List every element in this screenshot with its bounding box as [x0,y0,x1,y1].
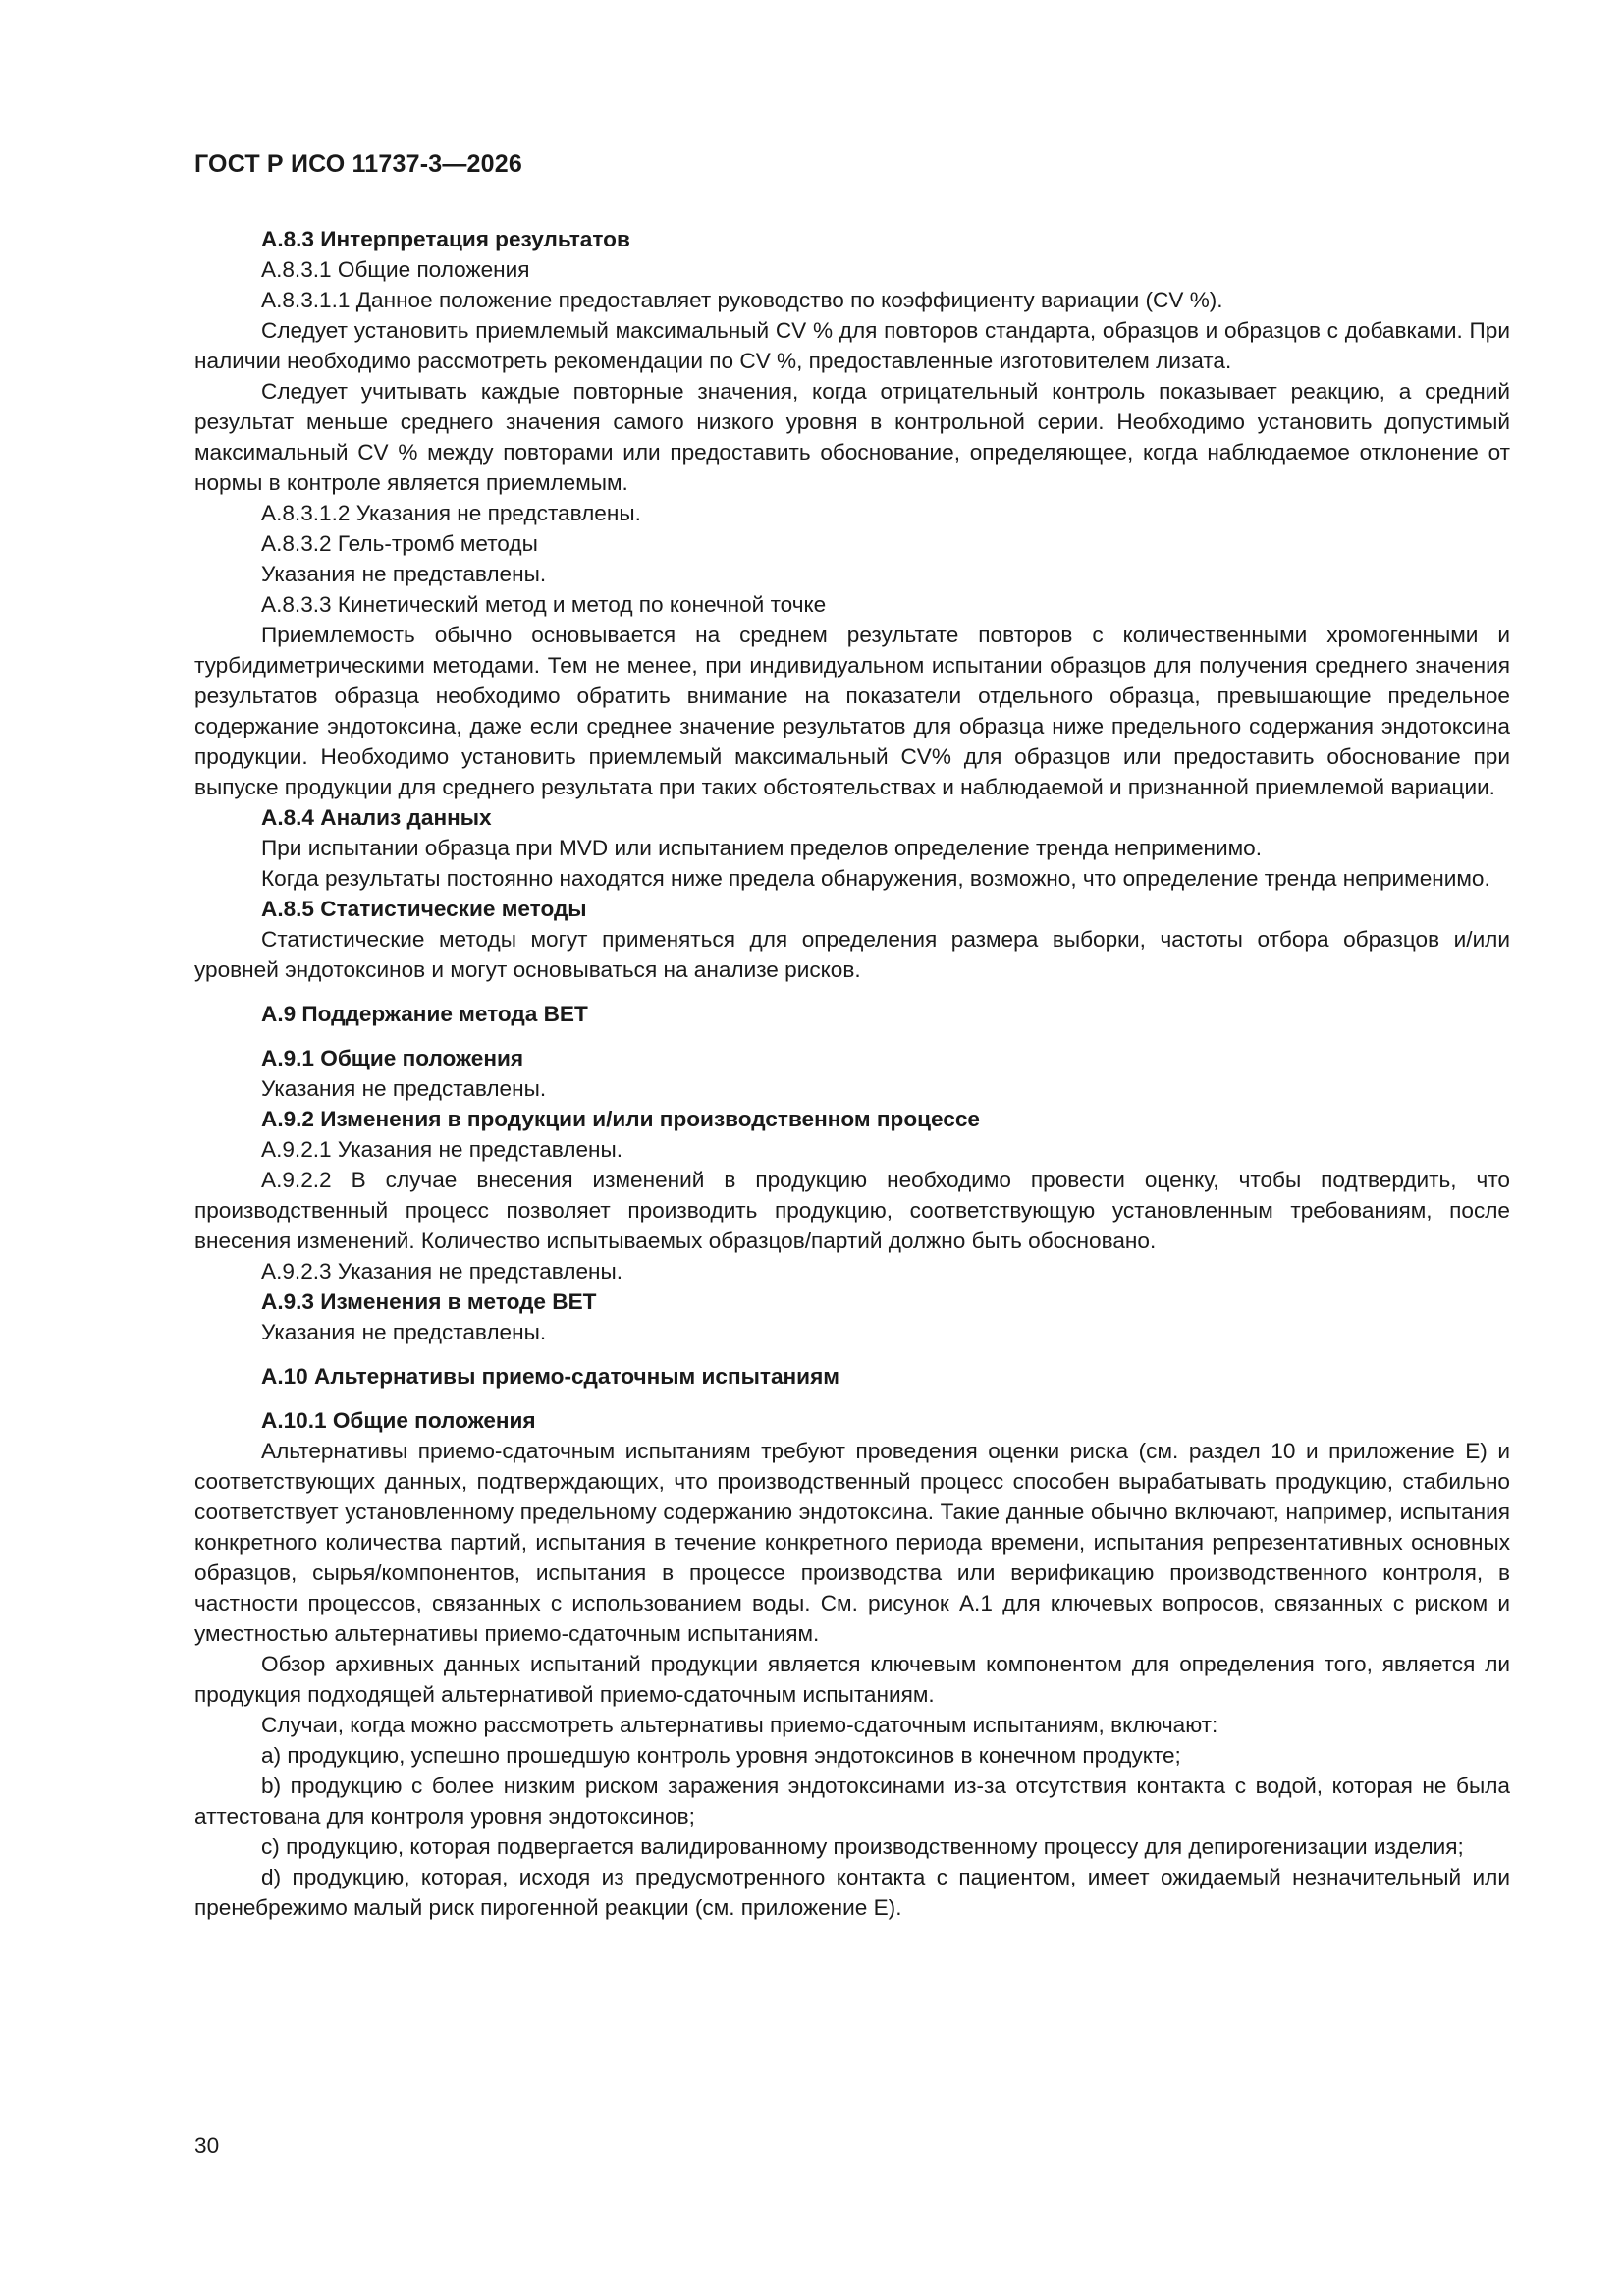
paragraph: А.8.3.1.2 Указания не представлены. [261,501,641,525]
paragraph: Приемлемость обычно основывается на среднем результате повторов с количественными хромогенными и турбидиметрическими методами. Тем не менее, при индивидуальном испытании образцов для получения среднего значения результатов образца необходимо обратить внимание на показатели отдельного образца, превышающие предельное содержание эндотоксина, даже если среднее значение результатов для образца ниже предельного содержания эндотоксина продукции. Необходимо установить приемлемый максимальный CV% для образцов или предоставить обоснование при выпуске продукции для среднего результата при таких обстоятельствах и наблюдаемой и признанной приемлемой вариации. [194,623,1510,799]
paragraph: А.8.3.1 Общие положения [261,257,530,282]
paragraph: Указания не представлены. [261,562,547,586]
paragraph: При испытании образца при MVD или испытанием пределов определение тренда неприменимо. [261,836,1262,860]
paragraph: b) продукцию с более низким риском заражения эндотоксинами из-за отсутствия контакта с водой, которая не была аттестована для контроля уровня эндотоксинов; [194,1774,1510,1829]
section-heading: А.9.1 Общие положения [261,1046,524,1070]
paragraph: c) продукцию, которая подвергается валидированному производственному процессу для депирогенизации изделия; [261,1834,1464,1859]
section-heading: А.8.4 Анализ данных [261,805,492,830]
paragraph: А.9.2.3 Указания не представлены. [261,1259,622,1284]
page-number: 30 [194,2133,220,2158]
paragraph: a) продукцию, успешно прошедшую контроль уровня эндотоксинов в конечном продукте; [261,1743,1181,1768]
paragraph: d) продукцию, которая, исходя из предусмотренного контакта с пациентом, имеет ожидаемый незначительный или пренебрежимо малый риск пирогенной реакции (см. приложение Е). [194,1865,1510,1920]
paragraph: Обзор архивных данных испытаний продукции является ключевым компонентом для определения того, является ли продукция подходящей альтернативой приемо-сдаточным испытаниям. [194,1652,1510,1707]
paragraph: Случаи, когда можно рассмотреть альтернативы приемо-сдаточным испытаниям, включают: [261,1713,1218,1737]
section-heading: А.8.3 Интерпретация результатов [261,227,630,251]
section-heading: А.10.1 Общие положения [261,1408,536,1433]
paragraph: Когда результаты постоянно находятся ниже предела обнаружения, возможно, что определение тренда неприменимо. [261,866,1490,891]
section-heading: А.10 Альтернативы приемо-сдаточным испытаниям [261,1364,839,1389]
paragraph: Альтернативы приемо-сдаточным испытаниям требуют проведения оценки риска (см. раздел 10 и приложение Е) и соответствующих данных, подтверждающих, что производственный процесс способен вырабатывать продукцию, стабильно соответствует установленному предельному содержанию эндотоксина. Такие данные обычно включают, например, испытания конкретного количества партий, испытания в течение конкретного периода времени, испытания репрезентативных основных образцов, сырья/компонентов, испытания в процессе производства или верификацию производственного контроля, в частности процессов, связанных с использованием воды. См. рисунок А.1 для ключевых вопросов, связанных с риском и уместностью альтернативы приемо-сдаточным испытаниям. [194,1439,1510,1646]
paragraph: А.8.3.3 Кинетический метод и метод по конечной точке [261,592,827,617]
paragraph: Указания не представлены. [261,1320,547,1344]
paragraph: Следует установить приемлемый максимальный CV % для повторов стандарта, образцов и образцов с добавками. При наличии необходимо рассмотреть рекомендации по CV %, предоставленные изготовителем лизата. [194,318,1510,373]
section-heading: А.8.5 Статистические методы [261,897,587,921]
paragraph: Статистические методы могут применяться для определения размера выборки, частоты отбора образцов и/или уровней эндотоксинов и могут основываться на анализе рисков. [194,927,1510,982]
document-header: ГОСТ Р ИСО 11737-3—2026 [194,150,522,178]
document-body [194,224,1510,1923]
paragraph: А.9.2.1 Указания не представлены. [261,1137,622,1162]
section-heading: А.9.3 Изменения в методе ВЕТ [261,1289,597,1314]
paragraph: Следует учитывать каждые повторные значения, когда отрицательный контроль показывает реакцию, а средний результат меньше среднего значения самого низкого уровня в контрольной серии. Необходимо установить допустимый максимальный CV % между повторами или предоставить обоснование, определяющее, когда наблюдаемое отклонение от нормы в контроле является приемлемым. [194,379,1510,495]
paragraph: А.8.3.2 Гель-тромб методы [261,531,538,556]
paragraph: А.8.3.1.1 Данное положение предоставляет руководство по коэффициенту вариации (CV %). [261,288,1223,312]
paragraph: А.9.2.2 В случае внесения изменений в продукцию необходимо провести оценку, чтобы подтвердить, что производственный процесс позволяет производить продукцию, соответствующую установленным требованиям, после внесения изменений. Количество испытываемых образцов/партий должно быть обосновано. [194,1168,1510,1253]
paragraph: Указания не представлены. [261,1076,547,1101]
section-heading: А.9.2 Изменения в продукции и/или производственном процессе [261,1107,980,1131]
section-heading: А.9 Поддержание метода ВЕТ [261,1002,588,1026]
